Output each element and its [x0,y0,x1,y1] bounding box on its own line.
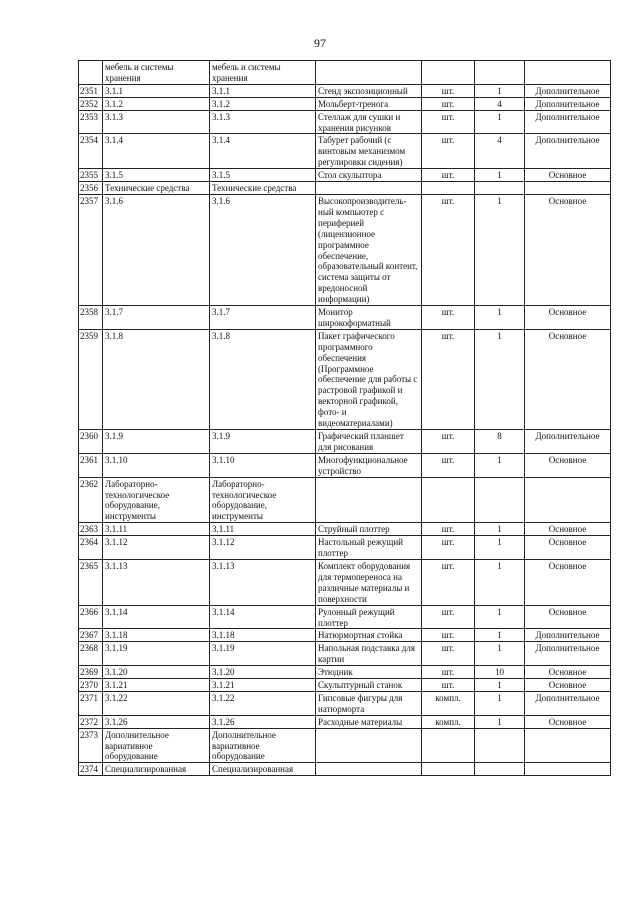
table-row [79,691,611,715]
table-row [79,453,611,477]
cell-unit: шт. [422,306,475,330]
cell-item-name: Натюрмортная стойка [316,629,422,642]
cell-code-duplicate: 3.1.14 [210,605,316,629]
cell-row-number: 2352 [79,97,103,110]
cell-equipment-type: Основное [525,169,611,182]
cell-unit: шт. [422,536,475,560]
cell-code: 3.1.8 [103,329,210,429]
cell-quantity: 1 [475,84,525,97]
cell-row-number: 2360 [79,430,103,454]
cell-code-duplicate: Лабораторно-технологическое оборудование, инструменты [210,477,316,523]
cell-item-name: Гипсовые фигуры для натюрморта [316,691,422,715]
cell-row-number: 2373 [79,728,103,763]
cell-code-duplicate: 3.1.7 [210,306,316,330]
cell-unit: компл. [422,715,475,728]
cell-equipment-type: Основное [525,536,611,560]
cell-row-number: 2365 [79,559,103,605]
cell-equipment-type: Основное [525,559,611,605]
cell-equipment-type: Основное [525,453,611,477]
cell-quantity: 1 [475,536,525,560]
cell-row-number: 2367 [79,629,103,642]
cell-code: 3.1.4 [103,134,210,169]
cell-code-duplicate: 3.1.9 [210,430,316,454]
cell-unit: шт. [422,605,475,629]
cell-row-number: 2362 [79,477,103,523]
cell-code-duplicate: Специализированная [210,763,316,776]
table-row [79,84,611,97]
cell-code: 3.1.12 [103,536,210,560]
cell-quantity: 1 [475,559,525,605]
cell-row-number [79,61,103,85]
cell-equipment-type: Основное [525,715,611,728]
cell-equipment-type: Дополнительное [525,629,611,642]
cell-unit [422,182,475,195]
cell-item-name: Напольная подставка для картин [316,642,422,666]
table-row [79,110,611,134]
cell-code: 3.1.13 [103,559,210,605]
table-row [79,605,611,629]
cell-code-duplicate: 3.1.19 [210,642,316,666]
cell-code-duplicate: 3.1.3 [210,110,316,134]
cell-equipment-type: Дополнительное [525,134,611,169]
cell-quantity: 1 [475,679,525,692]
cell-code: 3.1.10 [103,453,210,477]
cell-unit: шт. [422,679,475,692]
cell-code: Дополнительное вариативное оборудование [103,728,210,763]
cell-code-duplicate: 3.1.26 [210,715,316,728]
cell-item-name: Рулонный режущий плоттер [316,605,422,629]
cell-code-duplicate: 3.1.22 [210,691,316,715]
cell-item-name [316,182,422,195]
cell-quantity: 1 [475,110,525,134]
cell-equipment-type: Дополнительное [525,110,611,134]
cell-row-number: 2364 [79,536,103,560]
cell-item-name: Многофункциональное устройство [316,453,422,477]
equipment-table [78,60,611,776]
cell-item-name: Скульптурный станок [316,679,422,692]
cell-quantity [475,763,525,776]
cell-unit: компл. [422,691,475,715]
cell-row-number: 2355 [79,169,103,182]
cell-item-name: Расходные материалы [316,715,422,728]
cell-quantity: 1 [475,642,525,666]
cell-row-number: 2369 [79,666,103,679]
cell-unit: шт. [422,329,475,429]
cell-code: 3.1.14 [103,605,210,629]
cell-unit: шт. [422,97,475,110]
cell-code-duplicate: 3.1.1 [210,84,316,97]
cell-quantity: 1 [475,453,525,477]
page-number: 97 [314,36,326,50]
table-row [79,523,611,536]
cell-quantity: 1 [475,715,525,728]
cell-quantity: 4 [475,134,525,169]
cell-code: 3.1.6 [103,194,210,305]
table-row [79,430,611,454]
table-row [79,679,611,692]
cell-equipment-type [525,477,611,523]
cell-row-number: 2370 [79,679,103,692]
cell-unit: шт. [422,453,475,477]
cell-item-name: Струйный плоттер [316,523,422,536]
cell-unit: шт. [422,134,475,169]
cell-unit: шт. [422,629,475,642]
cell-item-name [316,61,422,85]
cell-quantity [475,61,525,85]
cell-row-number: 2374 [79,763,103,776]
cell-item-name: Графический планшет для рисования [316,430,422,454]
table-row [79,182,611,195]
cell-row-number: 2368 [79,642,103,666]
cell-equipment-type: Основное [525,666,611,679]
table-row-continued-header [79,61,611,85]
cell-item-name: Пакет графического программного обеспечения (Программное обеспечение для работы с растровой графикой и векторной графикой, фото- и видеоматериалами) [316,329,422,429]
cell-unit: шт. [422,430,475,454]
cell-row-number: 2357 [79,194,103,305]
cell-quantity: 1 [475,691,525,715]
cell-section-name: мебель и системы хранения [103,61,210,85]
cell-equipment-type: Дополнительное [525,84,611,97]
cell-equipment-type: Дополнительное [525,97,611,110]
table-row [79,306,611,330]
cell-code: 3.1.11 [103,523,210,536]
cell-unit: шт. [422,559,475,605]
cell-row-number: 2351 [79,84,103,97]
cell-unit: шт. [422,194,475,305]
cell-code: Специализированная [103,763,210,776]
cell-unit [422,763,475,776]
cell-item-name: Стеллаж для сушки и хранения рисунков [316,110,422,134]
cell-quantity: 1 [475,194,525,305]
cell-unit [422,728,475,763]
cell-code-duplicate: 3.1.13 [210,559,316,605]
cell-row-number: 2356 [79,182,103,195]
cell-equipment-type: Основное [525,605,611,629]
cell-equipment-type: Дополнительное [525,642,611,666]
cell-row-number: 2359 [79,329,103,429]
cell-row-number: 2353 [79,110,103,134]
cell-code-duplicate: 3.1.10 [210,453,316,477]
cell-equipment-type [525,763,611,776]
table-row [79,194,611,305]
cell-code: 3.1.2 [103,97,210,110]
cell-equipment-type: Основное [525,329,611,429]
cell-code-duplicate: 3.1.8 [210,329,316,429]
cell-item-name [316,763,422,776]
cell-row-number: 2371 [79,691,103,715]
table-row [79,329,611,429]
cell-item-name: Мольберт-тренога [316,97,422,110]
cell-code: 3.1.18 [103,629,210,642]
cell-equipment-type [525,728,611,763]
cell-quantity: 1 [475,605,525,629]
cell-item-name [316,728,422,763]
cell-equipment-type: Основное [525,194,611,305]
cell-code: 3.1.9 [103,430,210,454]
cell-quantity: 4 [475,97,525,110]
equipment-table-body [79,61,611,776]
cell-row-number: 2372 [79,715,103,728]
cell-quantity [475,182,525,195]
cell-code-duplicate: 3.1.5 [210,169,316,182]
cell-section-name-duplicate: мебель и системы хранения [210,61,316,85]
cell-row-number: 2361 [79,453,103,477]
cell-unit: шт. [422,666,475,679]
cell-equipment-type: Основное [525,679,611,692]
table-row [79,763,611,776]
cell-row-number: 2366 [79,605,103,629]
cell-equipment-type [525,61,611,85]
cell-code-duplicate: 3.1.20 [210,666,316,679]
cell-item-name: Комплект оборудования для термопереноса на различные материалы и поверхности [316,559,422,605]
table-row [79,728,611,763]
cell-item-name: Стенд экспозиционный [316,84,422,97]
cell-row-number: 2358 [79,306,103,330]
table-row [79,477,611,523]
cell-quantity: 10 [475,666,525,679]
cell-item-name: Табурет рабочий (с винтовым механизмом регулировки сидения) [316,134,422,169]
cell-code-duplicate: 3.1.4 [210,134,316,169]
cell-equipment-type: Дополнительное [525,691,611,715]
cell-code: 3.1.7 [103,306,210,330]
cell-code-duplicate: 3.1.6 [210,194,316,305]
cell-equipment-type: Дополнительное [525,430,611,454]
cell-unit: шт. [422,110,475,134]
cell-unit [422,477,475,523]
cell-equipment-type: Основное [525,306,611,330]
cell-code-duplicate: 3.1.21 [210,679,316,692]
cell-code: 3.1.22 [103,691,210,715]
cell-unit: шт. [422,84,475,97]
table-row [79,97,611,110]
cell-code-duplicate: 3.1.11 [210,523,316,536]
cell-code: 3.1.26 [103,715,210,728]
cell-item-name: Высокопроизводитель-ный компьютер с периферией (лицензионное программное обеспечение, образовательный контент, система защиты от вредоносной информации) [316,194,422,305]
table-row [79,715,611,728]
cell-unit: шт. [422,642,475,666]
cell-row-number: 2363 [79,523,103,536]
cell-equipment-type: Основное [525,523,611,536]
cell-item-name: Монитор широкоформатный [316,306,422,330]
table-row [79,666,611,679]
cell-code-duplicate: 3.1.18 [210,629,316,642]
cell-code-duplicate: 3.1.12 [210,536,316,560]
cell-row-number: 2354 [79,134,103,169]
table-row [79,169,611,182]
cell-code: 3.1.1 [103,84,210,97]
cell-code: 3.1.19 [103,642,210,666]
cell-code: 3.1.20 [103,666,210,679]
table-row [79,134,611,169]
cell-quantity [475,477,525,523]
table-row [79,642,611,666]
cell-code: Лабораторно-технологическое оборудование, инструменты [103,477,210,523]
cell-quantity: 1 [475,329,525,429]
cell-code: 3.1.5 [103,169,210,182]
cell-unit [422,61,475,85]
cell-quantity [475,728,525,763]
cell-code-duplicate: Технические средства [210,182,316,195]
cell-quantity: 8 [475,430,525,454]
cell-unit: шт. [422,169,475,182]
cell-code: Технические средства [103,182,210,195]
cell-code-duplicate: 3.1.2 [210,97,316,110]
cell-item-name: Этюдник [316,666,422,679]
cell-item-name [316,477,422,523]
cell-item-name: Стол скульптора [316,169,422,182]
cell-code: 3.1.21 [103,679,210,692]
cell-unit: шт. [422,523,475,536]
table-row [79,536,611,560]
cell-item-name: Настольный режущий плоттер [316,536,422,560]
table-row [79,629,611,642]
table-row [79,559,611,605]
cell-code: 3.1.3 [103,110,210,134]
cell-quantity: 1 [475,169,525,182]
cell-quantity: 1 [475,523,525,536]
cell-quantity: 1 [475,306,525,330]
cell-quantity: 1 [475,629,525,642]
cell-code-duplicate: Дополнительное вариативное оборудование [210,728,316,763]
cell-equipment-type [525,182,611,195]
